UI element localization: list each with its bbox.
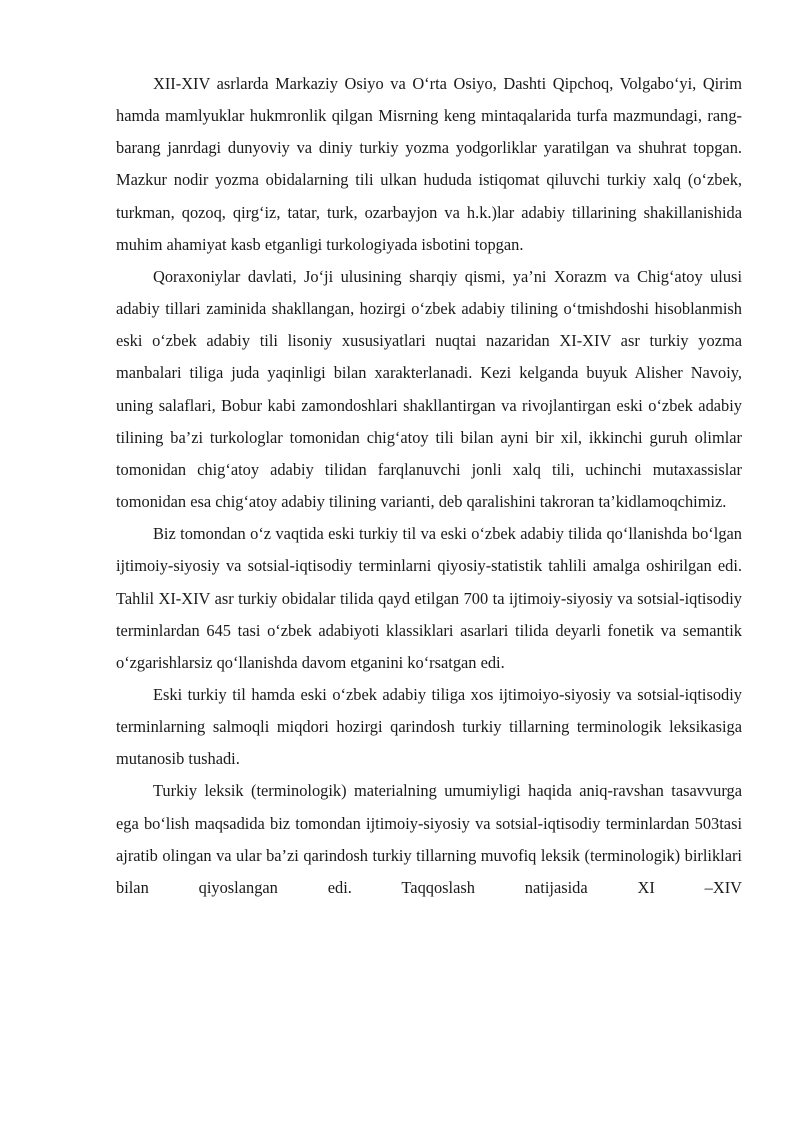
paragraph-4: Eski turkiy til hamda eski o‘zbek adabiy tiliga xos ijtimoiyo-siyosiy va sotsial-iqtisodiy terminlarning salmoqli miqdori hozirgi qarindosh turkiy tillarning terminologik leksikasiga mutanosib tushadi. xyxy=(116,684,742,769)
paragraph-2: Qoraxoniylar davlati, Jo‘ji ulusining sharqiy qismi, ya’ni Xorazm va Chig‘atoy ulusi adabiy tillari zaminida shakllangan, hozirgi o‘zbek adabiy tilining o‘tmishdoshi hisoblanmish eski o‘zbek adabiy tili lisoniy xususiyatlari nuqtai nazaridan XI-XIV asr turkiy yozma manbalari tiliga juda yaqinligi bilan xarakterlanadi. Kezi kelganda buyuk Alisher Navoiy, uning salaflari, Bobur kabi zamondoshlari shakllantirgan va rivojlantirgan eski o‘zbek adabiy tilining ba’zi turkologlar tomonidan chig‘atoy tili bilan ayni bir xil, ikkinchi guruh olimlar tomonidan chig‘atoy adabiy tilidan farqlanuvchi jonli xalq tili, uchinchi mutaxassislar tomonidan esa chig‘atoy adabiy tilining varianti, deb qaralishini takroran ta’kidlamoqchimiz. xyxy=(116,266,742,512)
paragraph-1: XII-XIV asrlarda Markaziy Osiyo va O‘rta Osiyo, Dashti Qipchoq, Volgabo‘yi, Qirim hamda mamlyuklar hukmronlik qilgan Misrning keng mintaqalarida turfa mazmundagi, rang-barang janrdagi dunyoviy va diniy turkiy yozma yodgorliklar yaratilgan va shuhrat topgan. Mazkur nodir yozma obidalarning tili ulkan hududa istiqomat qiluvchi turkiy xalq (o‘zbek, turkman, qozoq, qirg‘iz, tatar, turk, ozarbayjon va h.k.)lar adabiy tillarining shakillanishida muhim ahamiyat kasb etganligi turkologiyada isbotini topgan. xyxy=(116,74,742,254)
paragraph-5: Turkiy leksik (terminologik) materialning umumiyligi haqida aniq-ravshan tasavvurga ega bo‘lish maqsadida biz tomondan ijtimoiy-siyosiy va sotsial-iqtisodiy terminlardan 503tasi ajratib olingan va ular ba’zi qarindosh turkiy tillarning muvofiq leksik (terminologik) birliklari bilan qiyoslangan edi. Taqqoslash natijasida XI –XIV xyxy=(116,781,742,897)
document-page xyxy=(116,68,742,904)
paragraph-3: Biz tomondan o‘z vaqtida eski turkiy til va eski o‘zbek adabiy tilida qo‘llanishda bo‘lgan ijtimoiy-siyosiy va sotsial-iqtisodiy terminlarni qiyosiy-statistik tahlili amalga oshirilgan edi. Tahlil XI-XIV asr turkiy obidalar tilida qayd etilgan 700 ta ijtimoiy-siyosiy va sotsial-iqtisodiy terminlardan 645 tasi o‘zbek adabiyoti klassiklari asarlari tilida deyarli fonetik va semantik o‘zgarishlarsiz qo‘llanishda davom etganini ko‘rsatgan edi. xyxy=(116,524,742,672)
